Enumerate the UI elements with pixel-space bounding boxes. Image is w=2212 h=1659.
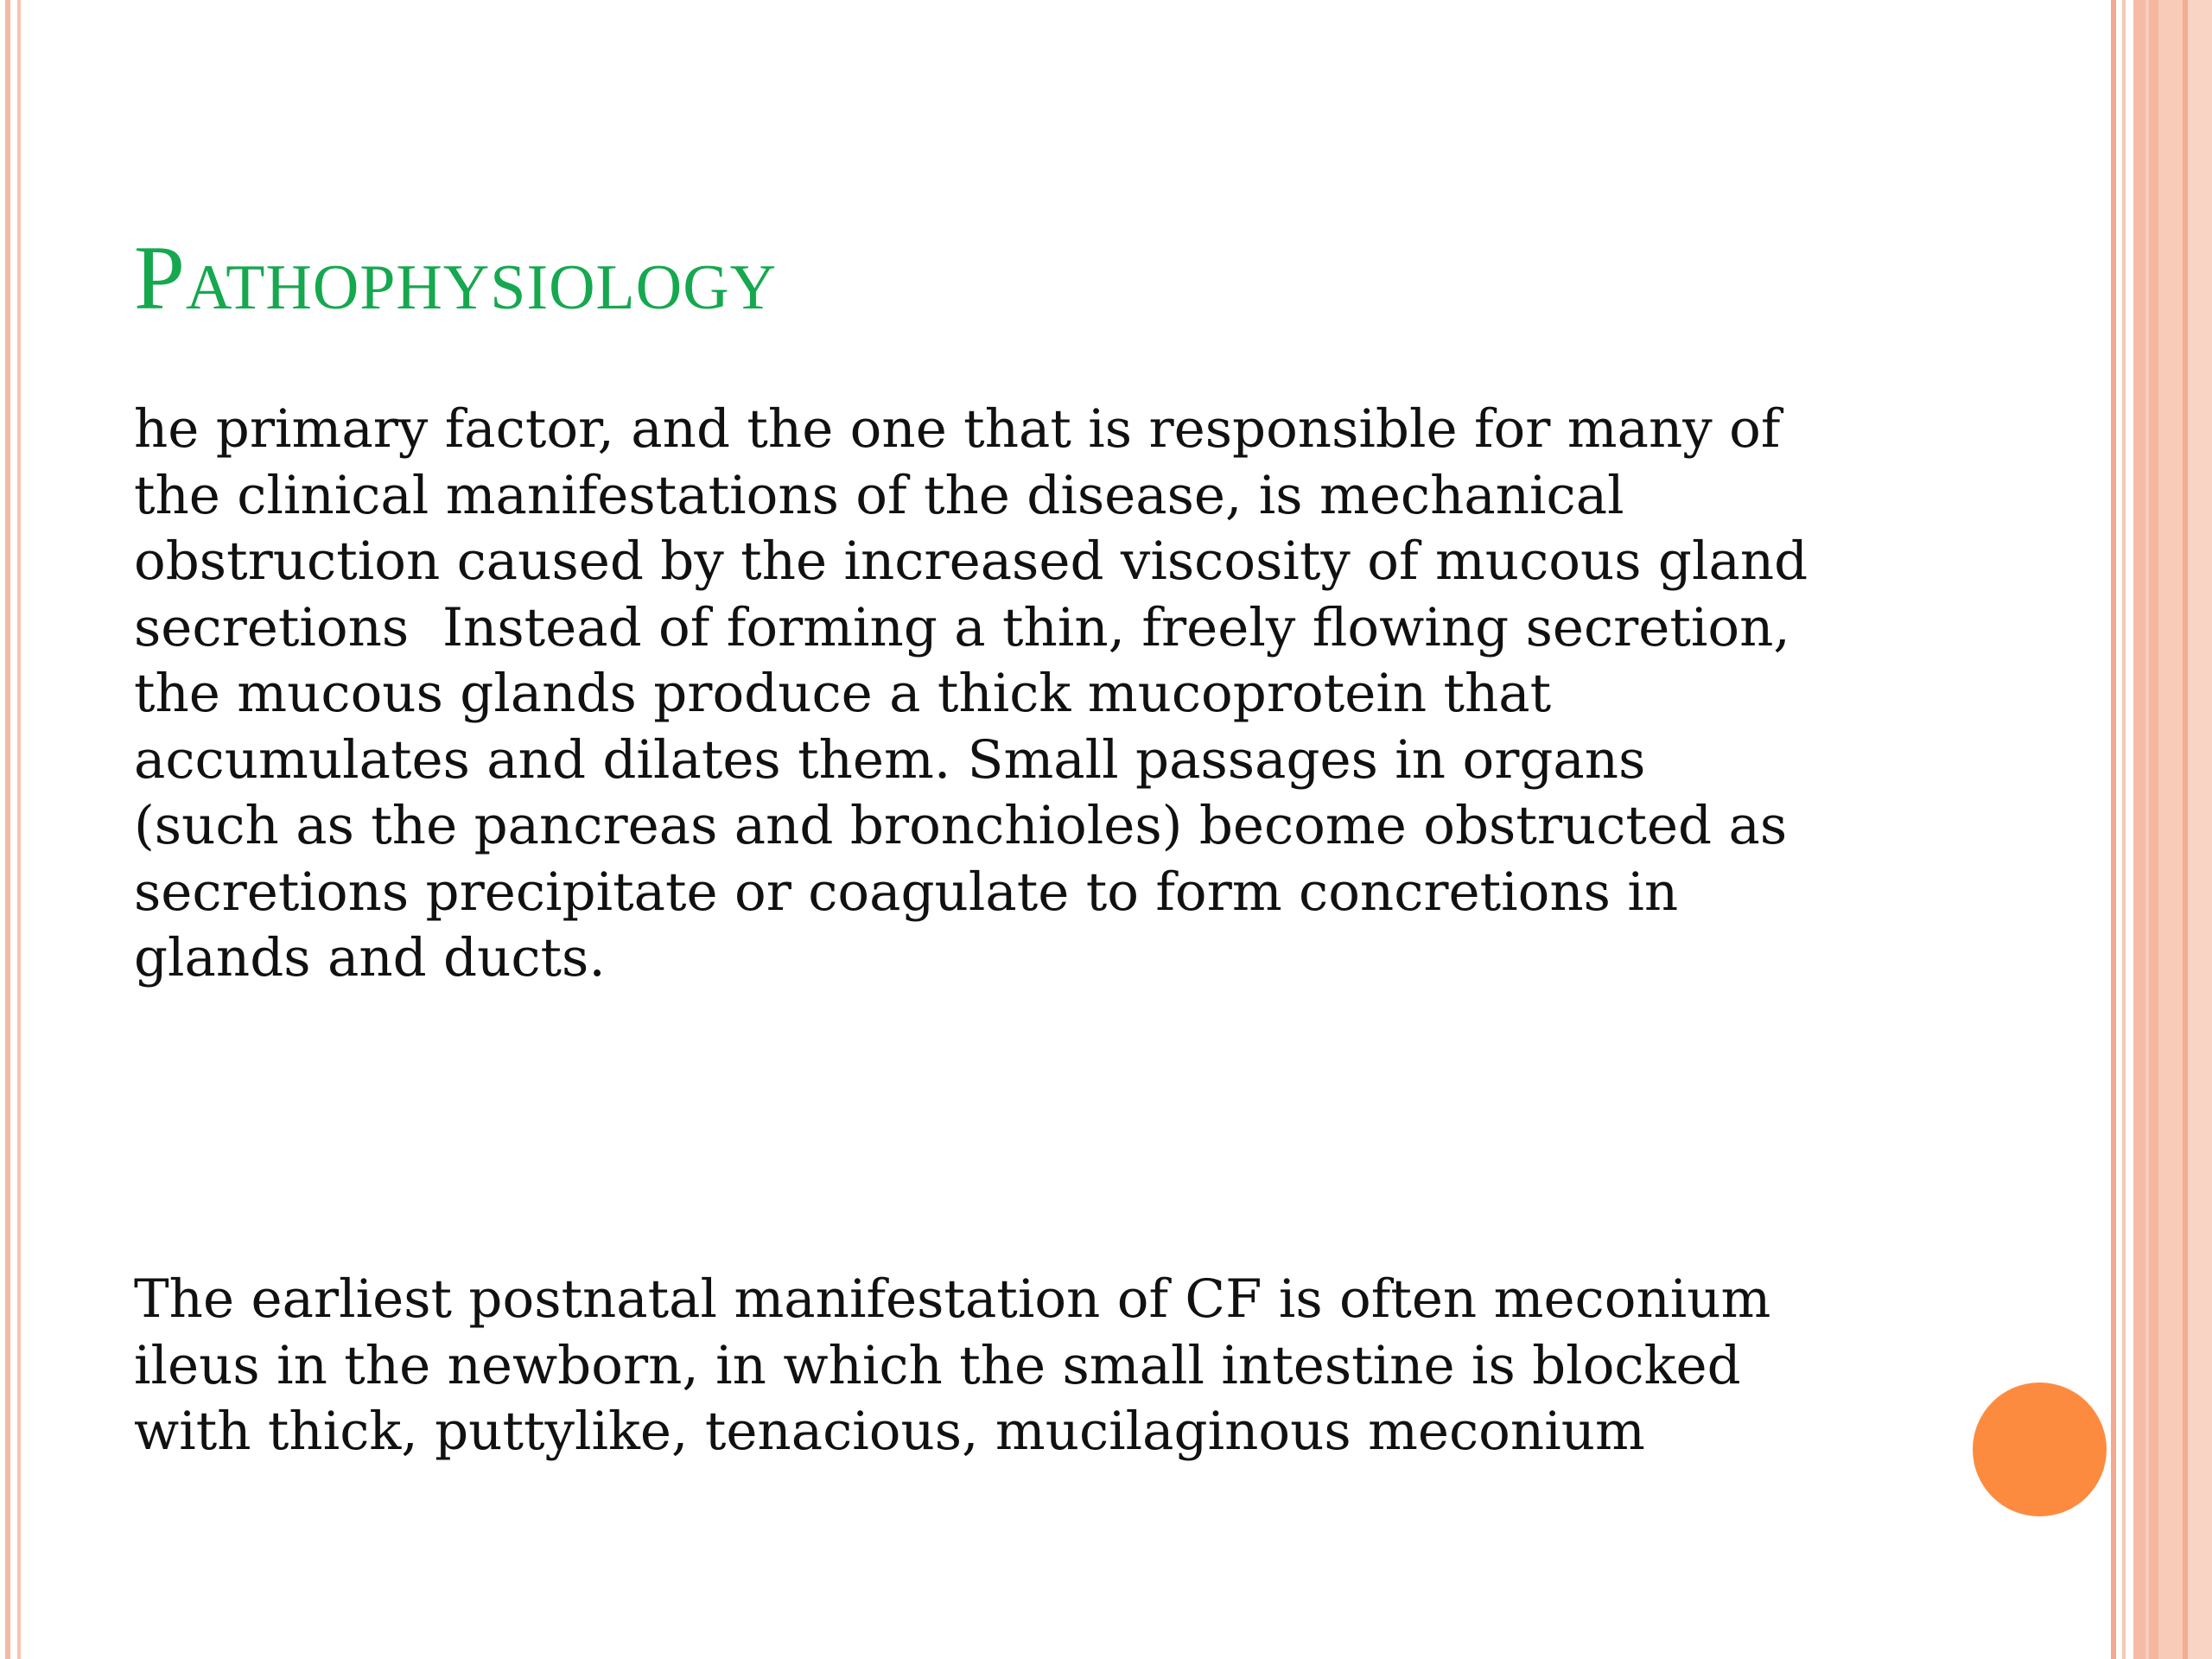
left-border-line (5, 0, 10, 1659)
paragraph-line: the mucous glands produce a thick mucoprotein that (134, 663, 1552, 724)
right-border-stripe (2149, 0, 2158, 1659)
paragraph-line: The earliest postnatal manifestation of CF is often meconium (134, 1268, 1771, 1330)
paragraph-line: he primary factor, and the one that is responsible for many of (134, 398, 1781, 460)
right-border-stripe (2188, 0, 2212, 1659)
paragraph-line: glands and ducts. (134, 927, 606, 988)
slide-title: Pathophysiology (134, 227, 778, 328)
paragraph-line: with thick, puttylike, tenacious, mucilaginous meconium (134, 1401, 1645, 1462)
body-paragraph-2 (134, 1267, 2069, 1465)
paragraph-line: (such as the pancreas and bronchioles) become obstructed as (134, 795, 1788, 856)
paragraph-line: obstruction caused by the increased viscosity of mucous gland (134, 531, 1808, 592)
right-border-stripe (2111, 0, 2116, 1659)
right-border-stripe (2133, 0, 2145, 1659)
paragraph-line: secretions precipitate or coagulate to form concretions in (134, 861, 1679, 923)
paragraph-line: secretions Instead of forming a thin, freely flowing secretion, (134, 596, 1790, 658)
paragraph-line: the clinical manifestations of the disease, is mechanical (134, 464, 1624, 526)
left-border-line-inner (17, 0, 21, 1659)
paragraph-line: ileus in the newborn, in which the small intestine is blocked (134, 1334, 1741, 1396)
body-paragraph-1 (134, 397, 2069, 992)
right-border-stripe (2158, 0, 2183, 1659)
right-border-stripe (2122, 0, 2126, 1659)
paragraph-line: accumulates and dilates them. Small passages in organs (134, 728, 1646, 791)
